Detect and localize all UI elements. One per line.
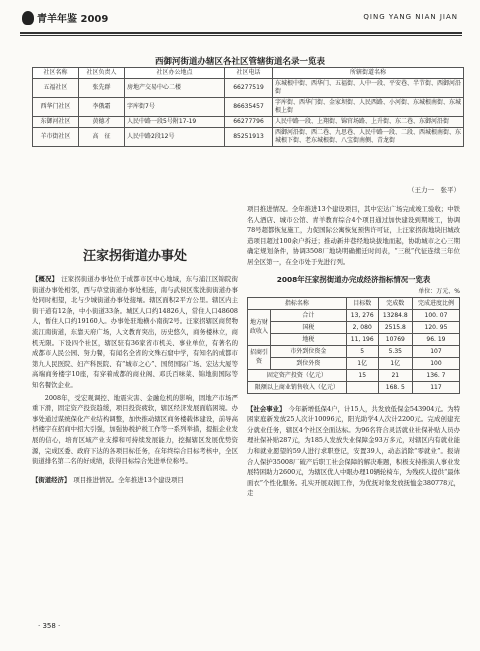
table-cell: 合计: [271, 309, 347, 321]
col-header: 完成数: [378, 297, 412, 309]
community-table: [32, 67, 464, 147]
table-row: [33, 117, 464, 128]
table-cell: 字库街、西华门街、金家坝街、人民西路、小河街、东城根南街、东城根上街: [273, 98, 464, 117]
overview-paragraph: 【概况】 汪家拐街道办事处位于成都市区中心地域，东与浦江区锦院街街道办事处相邻，西与草堂街道办事处相连，南与武侯区浆洗街街道办事处同时相望，北与少城街道办事处接壤。辖区面积2平方公里。辖区内主街干道有12条，中小街道33条。城区人口约14826人，常住人口48608人，暂住人口约19160人。办事处驻地横小南街2号。汪家拐辖区商贸物流江南街道，东靠天府广场，人文教育突出，历史悠久，商务楼林立，商机无限。下设四个社区，辖区驻有36家省市机关、事业单位，有著名的成都市人民公园、努力餐，有闻名全省的文殊石窟中学，有知名的成都市第九人民医院、妇产科医院、有“城市之心”、国贸国际广场、宏达大厦等高端商务楼宇10座，有穿着成都的商业阁、邓氏百味菜、锦地街国际等知名餐饮企业。: [32, 275, 239, 389]
table-cell: 2, 080: [346, 321, 378, 333]
table-cell: 136. 7: [412, 369, 459, 381]
col-header: 社区负责人: [79, 68, 125, 79]
table-cell: 96. 19: [412, 333, 459, 345]
table-cell: 字库街7号: [125, 98, 225, 117]
col-header: 目标数: [346, 297, 378, 309]
table-cell: 人民中路一段5号附17-19: [125, 117, 225, 128]
economy-paragraph: [32, 475, 238, 486]
table-row: [248, 369, 460, 381]
table-cell: 国税: [271, 321, 347, 333]
table-cell: 85251913: [225, 128, 273, 147]
table-cell: 限额以上商业销售收入（亿元）: [248, 381, 347, 393]
table2-title: 2008年汪家拐街道办完成经济指标情况一览表: [276, 274, 431, 284]
table-cell: 100: [412, 357, 459, 369]
table-cell: 地税: [271, 333, 347, 345]
table-header-row: [33, 68, 464, 79]
running-header: [0, 0, 480, 40]
table1-title: 西御河街道办辖区各社区管辖街道名录一览表: [154, 57, 325, 67]
table-cell: 66277796: [225, 117, 273, 128]
running-title: QING YANG NIAN JIAN: [363, 13, 458, 21]
table-cell: 李俄霜: [79, 98, 125, 117]
table-cell: 15: [346, 369, 378, 381]
table-cell: 13284.8: [378, 309, 412, 321]
indicator-table: [247, 297, 460, 394]
table-cell: 100. 07: [412, 309, 459, 321]
table-cell: 东御河社区: [33, 117, 79, 128]
table-cell: 人民中路一段、上翔街、锦官场路、上升街、东二巷、东御河沿街: [273, 117, 464, 128]
table-cell: 黄德才: [79, 117, 125, 128]
table-cell: 5.35: [378, 345, 412, 357]
table-cell: 2515.8: [378, 321, 412, 333]
table-cell: [346, 381, 378, 393]
group-label: 招商引资: [248, 345, 271, 369]
header-rule: [20, 32, 462, 34]
table2-unit: 单位：万元、%: [418, 287, 460, 295]
table-cell: 西华门社区: [33, 98, 79, 117]
table-row: [248, 357, 460, 369]
table-cell: 市外到位资金: [271, 345, 347, 357]
table-row: [248, 321, 460, 333]
left-column: [32, 245, 238, 487]
table-cell: 1亿: [378, 357, 412, 369]
table-cell: 人民中路2段12号: [125, 128, 225, 147]
group-label: 地方财政收入: [248, 309, 271, 345]
table-cell: 107: [412, 345, 459, 357]
table-row: [248, 381, 460, 393]
economy-tag: 【街道经济】: [32, 475, 71, 484]
table-cell: 固定资产投资（亿元）: [248, 369, 347, 381]
table-cell: 羊市街社区: [33, 128, 79, 147]
table-row: [33, 128, 464, 147]
table-cell: 10769: [378, 333, 412, 345]
table-row: [33, 98, 464, 117]
table-cell: 117: [412, 381, 459, 393]
table-cell: 11, 196: [346, 333, 378, 345]
right-column: [247, 204, 460, 501]
table-cell: 86635457: [225, 98, 273, 117]
col-header: 社区电话: [225, 68, 273, 79]
header-rule-thin: [20, 35, 462, 36]
table-cell: 168. 5: [378, 381, 412, 393]
table-cell: 东城根中街、西华门、五福街、人中一段、平安巷、半节街、西御河沿街: [273, 79, 464, 98]
table-row: [248, 309, 460, 321]
table-cell: 高 征: [79, 128, 125, 147]
logo-icon: [22, 11, 34, 25]
table-cell: 120. 95: [412, 321, 459, 333]
col-header: 社区办公地点: [125, 68, 225, 79]
economy-text-start: 项目推进情况。全年推进13个建设项目: [73, 475, 184, 484]
table-row: [248, 333, 460, 345]
table1-credit: （王力一 张平）: [408, 186, 460, 194]
yearbook-logo: 青羊年鉴 2009: [22, 10, 108, 25]
col-header: 指标名称: [248, 297, 347, 309]
table-cell: 到位外资: [271, 357, 347, 369]
table-cell: 5: [346, 345, 378, 357]
col-header: 完成进度比例: [412, 297, 459, 309]
overview-tag: 【概况】: [32, 275, 59, 283]
table-cell: 21: [378, 369, 412, 381]
table-header-row: [248, 297, 460, 309]
article-title: 汪家拐街道办事处: [82, 249, 187, 264]
table-cell: 13, 276: [346, 309, 378, 321]
col-header: 所辖街道名称: [273, 68, 464, 79]
table-cell: 五福社区: [33, 79, 79, 98]
page-number: · 358 ·: [38, 622, 61, 630]
table-row: [248, 345, 460, 357]
social-paragraph: 【社会事业】 今年新增低保4户，计15人，共发放低保金543904元。为特困家庭新发放25人次计10096元，阳光助学4人次计2200元。完成创建充分就业任务，辖区4个社区全面达标。为96名符合灵活就业社保补贴人员办理社保补贴287元，为185人发放失业保障金93万多元，对辖区内有就业能力和就业愿望的59人进行求职登记，安置39人，动态消除“零就业”。报请合人保护35008厂破产后职工社会保障的解决难题，积极支持推演人事业发展特困助力2600元，为辖区优人中眼办理10辆轮椅车，为残疾人提供“最体面衣”个性化服务。孔实开展双拥工作，为优抚对象发放抚恤金380778元，走: [247, 404, 461, 498]
economy-continued: 项目推进情况。全年推进13个建设项目，其中宏达广场完成竣工验收；中铁名人酒店、城市公馆、青羊教育综合4个项目通过加快建设到期竣工，协调78号超都恢复施工，力促国际公寓恢复预售许可证，上汪家拐街地块旧城改造项目超过100余户拆迁；推动新井巷经地块拔地而起，协助城市之心三期确定规划条件，协调3508厂地块明确搬迁时间表，“三税”代征连续三年位居全区第一，在全市处于先进行列。: [247, 205, 460, 266]
table-cell: 66277519: [225, 79, 273, 98]
paragraph-2008: 2008年，受宏观调控、地震灾害、金融危机的影响，固地产市场严重下滑，固定资产投资趋缓，项目投资疲软，辖区经济发展面临困境。办事处通过谋统保化产业结构调整，加快推动辖区商务楼载体建设，前导高档楼宇在招商中招大引强，加强协税护税工作等一系列举措，提振企业发展的信心，培育区域产业支撑和可持续发展能力，挖掘辖区发展优势资源，完成区委、政府下达的各项目标任务，在年终综合目标考核中，全区街道排名第二名的好成绩，获得目标综合先进单位称号。: [32, 393, 238, 466]
table-cell: 1亿: [346, 357, 378, 369]
social-tag: 【社会事业】: [247, 404, 286, 413]
table-cell: 张先群: [79, 79, 125, 98]
table-row: [33, 79, 464, 98]
col-header: 社区名称: [33, 68, 79, 79]
table-cell: 房地产交易中心二楼: [125, 79, 225, 98]
table-cell: 西御河沿街、西二巷、九思巷、人民中路一段、二段、西城根南街、东城根下街、老东城根街、八宝街南侧、青龙街: [273, 128, 464, 147]
